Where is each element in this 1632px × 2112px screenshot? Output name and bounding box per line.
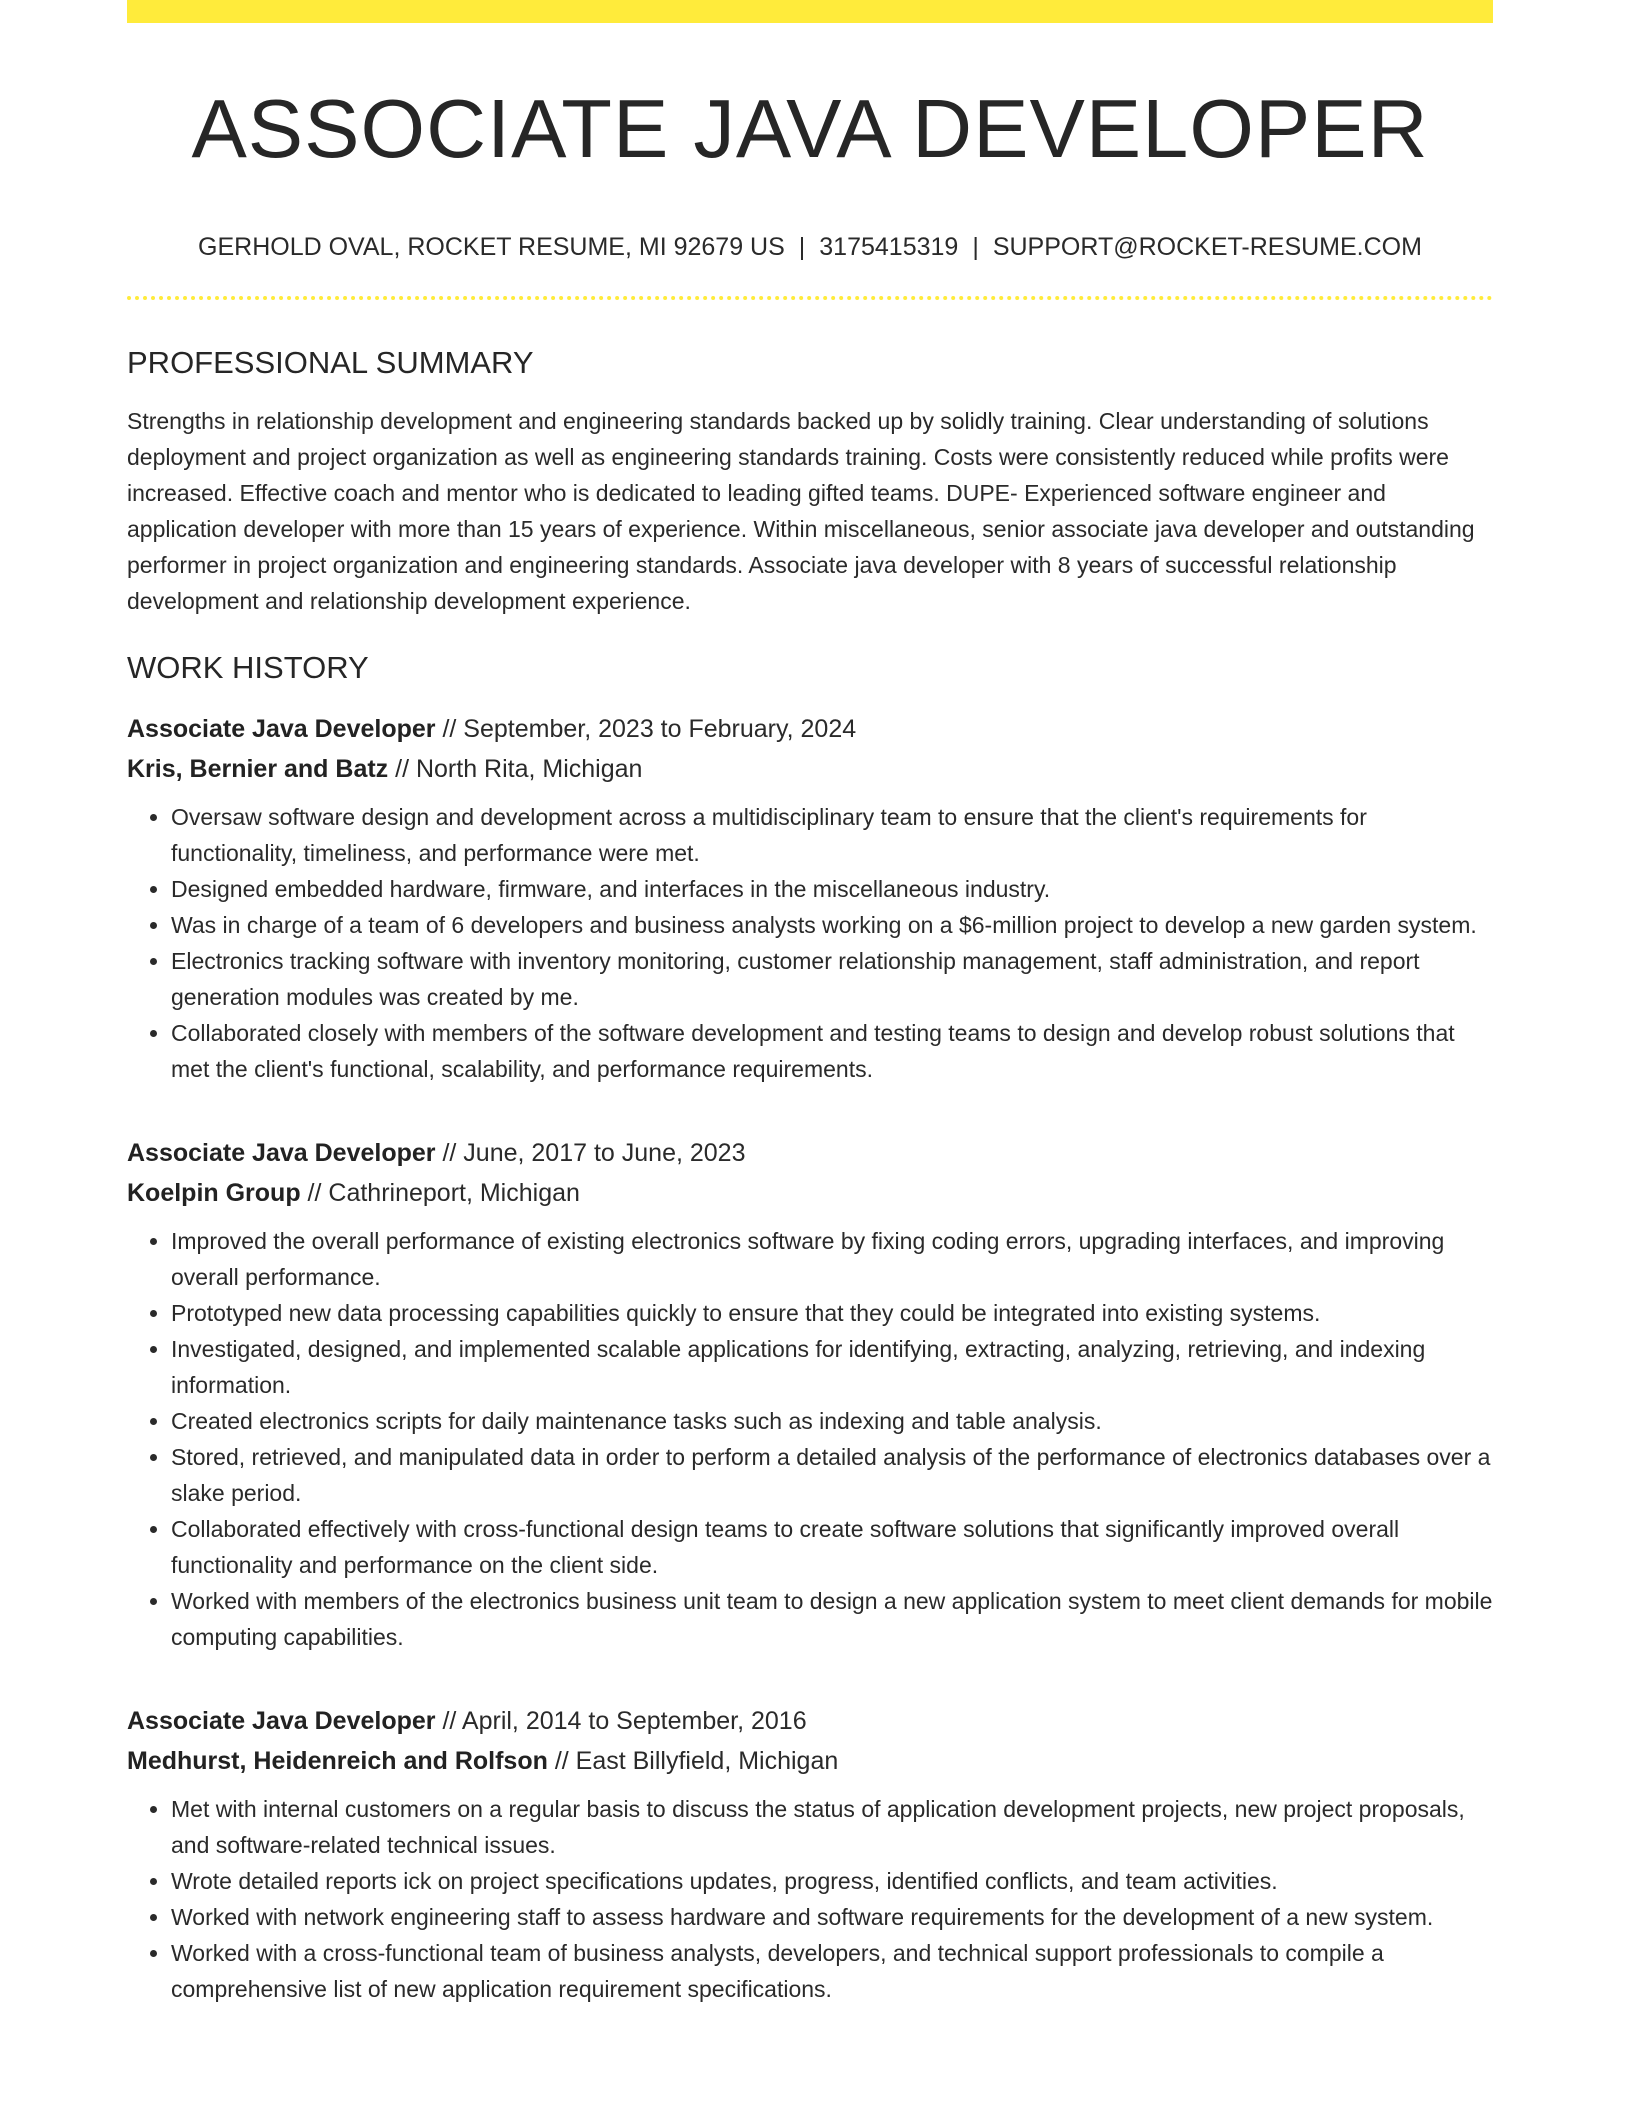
dotted-divider [127, 296, 1493, 300]
job-bullet: • Investigated, designed, and implemented scalable applications for identifying, extracting, analyzing, retrieving, and indexing information. [171, 1331, 1493, 1403]
job-company: Kris, Bernier and Batz [127, 754, 389, 783]
job-bullet-list [127, 1223, 1493, 1655]
job-entry [127, 1133, 1493, 1655]
job-company-line [127, 1741, 1493, 1781]
job-bullet: • Was in charge of a team of 6 developers and business analysts working on a $6-million project to develop a new garden system. [171, 907, 1493, 943]
contact-separator: | [798, 233, 806, 262]
job-bullet: • Worked with a cross-functional team of business analysts, developers, and technical support professionals to compile a comprehensive list of new application requirement specifications. [171, 1935, 1493, 2007]
job-role-line [127, 709, 1493, 749]
contact-phone: 3175415319 [819, 233, 959, 262]
resume-page [127, 0, 1493, 2007]
job-role: Associate Java Developer [127, 714, 436, 743]
job-bullet: • Prototyped new data processing capabilities quickly to ensure that they could be integrated into existing systems. [171, 1295, 1493, 1331]
summary-heading: PROFESSIONAL SUMMARY [127, 345, 534, 381]
job-role: Associate Java Developer [127, 1138, 436, 1167]
job-location: // North Rita, Michigan [388, 754, 643, 783]
contact-email: SUPPORT@ROCKET-RESUME.COM [992, 233, 1422, 262]
job-bullet-list [127, 1791, 1493, 2007]
job-bullet: • Oversaw software design and development across a multidisciplinary team to ensure that the client's requirements for functionality, timeliness, and performance were met. [171, 799, 1493, 871]
accent-top-bar [127, 0, 1493, 23]
job-bullet: • Met with internal customers on a regular basis to discuss the status of application development projects, new project proposals, and software-related technical issues. [171, 1791, 1493, 1863]
job-company: Medhurst, Heidenreich and Rolfson [127, 1746, 548, 1775]
job-dates: // June, 2017 to June, 2023 [435, 1138, 746, 1167]
work-history-heading: WORK HISTORY [127, 650, 369, 686]
job-dates: // April, 2014 to September, 2016 [435, 1706, 807, 1735]
job-bullet: • Stored, retrieved, and manipulated data in order to perform a detailed analysis of the performance of electronics databases over a slake period. [171, 1439, 1493, 1511]
job-location: // Cathrineport, Michigan [300, 1178, 580, 1207]
job-company-line [127, 749, 1493, 789]
job-bullet: • Wrote detailed reports ick on project specifications updates, progress, identified conflicts, and team activities. [171, 1863, 1493, 1899]
job-bullet: • Worked with members of the electronics business unit team to design a new application system to meet client demands for mobile computing capabilities. [171, 1583, 1493, 1655]
job-bullet: • Created electronics scripts for daily maintenance tasks such as indexing and table analysis. [171, 1403, 1493, 1439]
job-bullet: • Worked with network engineering staff to assess hardware and software requirements for the development of a new system. [171, 1899, 1493, 1935]
job-role-line [127, 1133, 1493, 1173]
job-bullet: • Designed embedded hardware, firmware, and interfaces in the miscellaneous industry. [171, 871, 1493, 907]
job-bullet: • Collaborated effectively with cross-functional design teams to create software solutions that significantly improved overall functionality and performance on the client side. [171, 1511, 1493, 1583]
job-bullet: • Collaborated closely with members of the software development and testing teams to design and develop robust solutions that met the client's functional, scalability, and performance requirements. [171, 1015, 1493, 1087]
job-company: Koelpin Group [127, 1178, 301, 1207]
summary-text: Strengths in relationship development and engineering standards backed up by solidly training. Clear understanding of solutions deployment and project organization as well as engineering standards training. Costs were consistently reduced while profits were increased. Effective coach and mentor who is dedicated to leading gifted teams. DUPE- Experienced software engineer and application developer with more than 15 years of experience. Within miscellaneous, senior associate java developer and outstanding performer in project organization and engineering standards. Associate java developer with 8 years of successful relationship development and relationship development experience. [127, 408, 1475, 615]
job-entry [127, 1701, 1493, 2007]
contact-address: GERHOLD OVAL, ROCKET RESUME, MI 92679 US [198, 233, 785, 262]
job-company-line [127, 1173, 1493, 1213]
job-bullet: • Improved the overall performance of existing electronics software by fixing coding errors, upgrading interfaces, and improving overall performance. [171, 1223, 1493, 1295]
job-bullet: • Electronics tracking software with inventory monitoring, customer relationship management, staff administration, and report generation modules was created by me. [171, 943, 1493, 1015]
job-role-line [127, 1701, 1493, 1741]
job-bullet-list [127, 799, 1493, 1087]
job-location: // East Billyfield, Michigan [547, 1746, 839, 1775]
job-role: Associate Java Developer [127, 1706, 436, 1735]
resume-title: ASSOCIATE JAVA DEVELOPER [191, 82, 1429, 175]
job-dates: // September, 2023 to February, 2024 [435, 714, 857, 743]
job-entry [127, 709, 1493, 1087]
contact-line [127, 232, 1493, 262]
contact-separator: | [972, 233, 979, 262]
